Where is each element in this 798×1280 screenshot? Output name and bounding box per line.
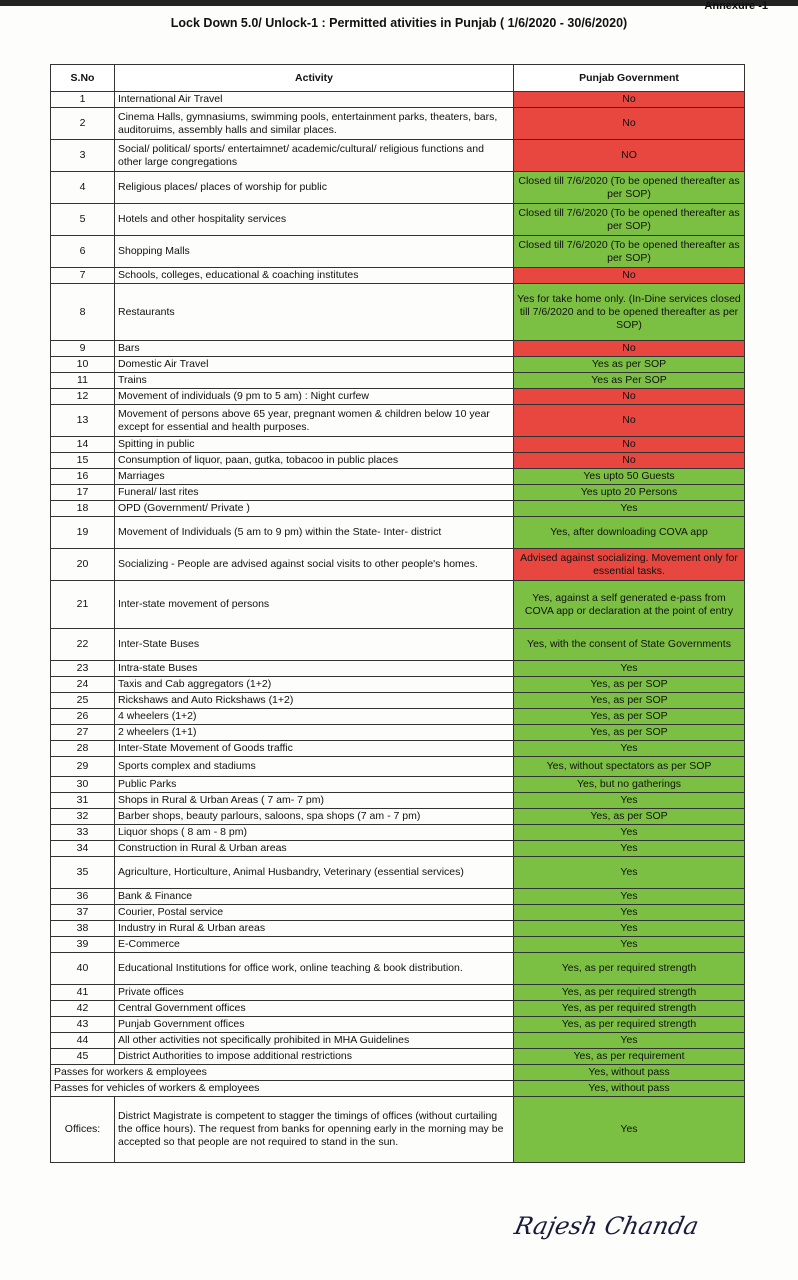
table-row bbox=[51, 517, 745, 549]
table-row bbox=[51, 757, 745, 777]
cell-activity: Taxis and Cab aggregators (1+2) bbox=[115, 677, 514, 693]
cell-sno: 9 bbox=[51, 341, 115, 357]
cell-activity: Industry in Rural & Urban areas bbox=[115, 921, 514, 937]
cell-status: No bbox=[514, 92, 745, 108]
cell-sno: 31 bbox=[51, 793, 115, 809]
cell-status: Yes, but no gatherings bbox=[514, 777, 745, 793]
cell-status: Yes bbox=[514, 1033, 745, 1049]
cell-activity: Shops in Rural & Urban Areas ( 7 am- 7 pm) bbox=[115, 793, 514, 809]
cell-status: Yes bbox=[514, 741, 745, 757]
cell-activity: E-Commerce bbox=[115, 937, 514, 953]
cell-sno: 30 bbox=[51, 777, 115, 793]
cell-offices-label: Offices: bbox=[51, 1097, 115, 1163]
cell-activity: Hotels and other hospitality services bbox=[115, 204, 514, 236]
cell-activity: Inter-State Movement of Goods traffic bbox=[115, 741, 514, 757]
cell-status: Closed till 7/6/2020 (To be opened thereafter as per SOP) bbox=[514, 236, 745, 268]
passes-row bbox=[51, 1081, 745, 1097]
cell-activity: Private offices bbox=[115, 985, 514, 1001]
cell-sno: 36 bbox=[51, 889, 115, 905]
cell-activity: Bars bbox=[115, 341, 514, 357]
cell-activity: Inter-State Buses bbox=[115, 629, 514, 661]
cell-activity: Movement of Individuals (5 am to 9 pm) within the State- Inter- district bbox=[115, 517, 514, 549]
table-row bbox=[51, 453, 745, 469]
table-row bbox=[51, 108, 745, 140]
cell-sno: 41 bbox=[51, 985, 115, 1001]
cell-sno: 35 bbox=[51, 857, 115, 889]
passes-row bbox=[51, 1065, 745, 1081]
table-row bbox=[51, 693, 745, 709]
cell-status: Yes bbox=[514, 889, 745, 905]
cell-activity: Cinema Halls, gymnasiums, swimming pools, entertainment parks, theaters, bars, auditoruims, assembly halls and similar places. bbox=[115, 108, 514, 140]
cell-status: Yes, without spectators as per SOP bbox=[514, 757, 745, 777]
cell-activity: Public Parks bbox=[115, 777, 514, 793]
cell-activity: Liquor shops ( 8 am - 8 pm) bbox=[115, 825, 514, 841]
cell-sno: 18 bbox=[51, 501, 115, 517]
table-row bbox=[51, 268, 745, 284]
cell-status: No bbox=[514, 437, 745, 453]
cell-pass-label: Passes for workers & employees bbox=[51, 1065, 514, 1081]
cell-activity: District Authorities to impose additional restrictions bbox=[115, 1049, 514, 1065]
cell-status: No bbox=[514, 453, 745, 469]
cell-status: Yes bbox=[514, 937, 745, 953]
header-sno: S.No bbox=[51, 65, 115, 92]
top-edge-strip bbox=[0, 0, 798, 6]
handwritten-signature: Rajesh Chanda bbox=[512, 1212, 702, 1240]
cell-activity: Movement of persons above 65 year, pregnant women & children below 10 year except for essential and health purposes. bbox=[115, 405, 514, 437]
cell-activity: Domestic Air Travel bbox=[115, 357, 514, 373]
cell-activity: Marriages bbox=[115, 469, 514, 485]
cell-sno: 37 bbox=[51, 905, 115, 921]
table-row bbox=[51, 921, 745, 937]
activities-table bbox=[50, 64, 745, 1163]
table-row bbox=[51, 905, 745, 921]
cell-status: Yes, against a self generated e-pass from COVA app or declaration at the point of entry bbox=[514, 581, 745, 629]
cell-activity: Spitting in public bbox=[115, 437, 514, 453]
cell-activity: All other activities not specifically prohibited in MHA Guidelines bbox=[115, 1033, 514, 1049]
cell-activity: Schools, colleges, educational & coaching institutes bbox=[115, 268, 514, 284]
cell-sno: 16 bbox=[51, 469, 115, 485]
cell-sno: 24 bbox=[51, 677, 115, 693]
cell-status: Yes bbox=[514, 841, 745, 857]
cell-activity: Shopping Malls bbox=[115, 236, 514, 268]
cell-pass-status: Yes, without pass bbox=[514, 1081, 745, 1097]
cell-pass-label: Passes for vehicles of workers & employees bbox=[51, 1081, 514, 1097]
cell-sno: 8 bbox=[51, 284, 115, 341]
table-row bbox=[51, 485, 745, 501]
table-row bbox=[51, 889, 745, 905]
cell-status: Yes as Per SOP bbox=[514, 373, 745, 389]
cell-status: Closed till 7/6/2020 (To be opened thereafter as per SOP) bbox=[514, 172, 745, 204]
document-title: Lock Down 5.0/ Unlock-1 : Permitted ativities in Punjab ( 1/6/2020 - 30/6/2020) bbox=[170, 16, 628, 30]
table-row bbox=[51, 937, 745, 953]
cell-activity: Courier, Postal service bbox=[115, 905, 514, 921]
table-row bbox=[51, 204, 745, 236]
table-row bbox=[51, 825, 745, 841]
cell-sno: 12 bbox=[51, 389, 115, 405]
table-row bbox=[51, 581, 745, 629]
cell-status: Yes bbox=[514, 921, 745, 937]
table-row bbox=[51, 629, 745, 661]
table-row bbox=[51, 405, 745, 437]
table-row bbox=[51, 341, 745, 357]
table-row bbox=[51, 1049, 745, 1065]
cell-sno: 19 bbox=[51, 517, 115, 549]
cell-status: Advised against socializing. Movement only for essential tasks. bbox=[514, 549, 745, 581]
cell-sno: 10 bbox=[51, 357, 115, 373]
cell-sno: 15 bbox=[51, 453, 115, 469]
table-row bbox=[51, 92, 745, 108]
cell-status: Yes, as per SOP bbox=[514, 693, 745, 709]
header-activity: Activity bbox=[115, 65, 514, 92]
cell-sno: 42 bbox=[51, 1001, 115, 1017]
cell-sno: 39 bbox=[51, 937, 115, 953]
table-row bbox=[51, 284, 745, 341]
table-row bbox=[51, 1001, 745, 1017]
cell-status: No bbox=[514, 268, 745, 284]
cell-activity: Rickshaws and Auto Rickshaws (1+2) bbox=[115, 693, 514, 709]
cell-activity: Movement of individuals (9 pm to 5 am) : Night curfew bbox=[115, 389, 514, 405]
table-row bbox=[51, 549, 745, 581]
table-row bbox=[51, 709, 745, 725]
cell-sno: 3 bbox=[51, 140, 115, 172]
cell-status: Yes bbox=[514, 825, 745, 841]
cell-status: Closed till 7/6/2020 (To be opened thereafter as per SOP) bbox=[514, 204, 745, 236]
cell-sno: 20 bbox=[51, 549, 115, 581]
cell-sno: 26 bbox=[51, 709, 115, 725]
cell-sno: 23 bbox=[51, 661, 115, 677]
cell-sno: 45 bbox=[51, 1049, 115, 1065]
header-status: Punjab Government bbox=[514, 65, 745, 92]
cell-activity: Funeral/ last rites bbox=[115, 485, 514, 501]
offices-row bbox=[51, 1097, 745, 1163]
cell-status: Yes, as per required strength bbox=[514, 1001, 745, 1017]
cell-status: Yes, after downloading COVA app bbox=[514, 517, 745, 549]
cell-activity: 4 wheelers (1+2) bbox=[115, 709, 514, 725]
cell-status: Yes, as per SOP bbox=[514, 709, 745, 725]
cell-status: Yes as per SOP bbox=[514, 357, 745, 373]
annexure-label: Annexure -1 bbox=[704, 0, 768, 12]
table-row bbox=[51, 389, 745, 405]
table-row bbox=[51, 661, 745, 677]
cell-offices-text: District Magistrate is competent to stagger the timings of offices (without curtailing the office hours). The request from banks for openning early in the morning may be accepted so that people are not required to stand in the sun. bbox=[115, 1097, 514, 1163]
cell-sno: 1 bbox=[51, 92, 115, 108]
cell-status: No bbox=[514, 108, 745, 140]
cell-sno: 7 bbox=[51, 268, 115, 284]
cell-activity: Agriculture, Horticulture, Animal Husbandry, Veterinary (essential services) bbox=[115, 857, 514, 889]
cell-sno: 14 bbox=[51, 437, 115, 453]
table-row bbox=[51, 793, 745, 809]
table-row bbox=[51, 437, 745, 453]
table-row bbox=[51, 985, 745, 1001]
cell-status: Yes, as per required strength bbox=[514, 1017, 745, 1033]
cell-activity: Bank & Finance bbox=[115, 889, 514, 905]
table-row bbox=[51, 809, 745, 825]
cell-activity: Intra-state Buses bbox=[115, 661, 514, 677]
table-row bbox=[51, 373, 745, 389]
cell-status: Yes, as per requirement bbox=[514, 1049, 745, 1065]
cell-activity: Educational Institutions for office work, online teaching & book distribution. bbox=[115, 953, 514, 985]
cell-sno: 2 bbox=[51, 108, 115, 140]
cell-status: Yes bbox=[514, 501, 745, 517]
cell-activity: OPD (Government/ Private ) bbox=[115, 501, 514, 517]
cell-sno: 33 bbox=[51, 825, 115, 841]
table-row bbox=[51, 777, 745, 793]
cell-status: No bbox=[514, 389, 745, 405]
cell-sno: 34 bbox=[51, 841, 115, 857]
table-row bbox=[51, 1017, 745, 1033]
table-row bbox=[51, 741, 745, 757]
table-row bbox=[51, 236, 745, 268]
cell-activity: Religious places/ places of worship for public bbox=[115, 172, 514, 204]
cell-status: Yes bbox=[514, 661, 745, 677]
cell-sno: 4 bbox=[51, 172, 115, 204]
cell-activity: International Air Travel bbox=[115, 92, 514, 108]
cell-status: NO bbox=[514, 140, 745, 172]
cell-sno: 22 bbox=[51, 629, 115, 661]
cell-sno: 25 bbox=[51, 693, 115, 709]
cell-pass-status: Yes, without pass bbox=[514, 1065, 745, 1081]
cell-sno: 29 bbox=[51, 757, 115, 777]
cell-offices-status: Yes bbox=[514, 1097, 745, 1163]
cell-status: Yes, as per required strength bbox=[514, 985, 745, 1001]
cell-activity: Trains bbox=[115, 373, 514, 389]
cell-status: Yes, as per SOP bbox=[514, 677, 745, 693]
table-row bbox=[51, 172, 745, 204]
table-row bbox=[51, 953, 745, 985]
cell-activity: Inter-state movement of persons bbox=[115, 581, 514, 629]
cell-sno: 11 bbox=[51, 373, 115, 389]
cell-status: Yes upto 50 Guests bbox=[514, 469, 745, 485]
cell-sno: 32 bbox=[51, 809, 115, 825]
cell-status: Yes, as per required strength bbox=[514, 953, 745, 985]
cell-status: Yes, with the consent of State Governments bbox=[514, 629, 745, 661]
cell-activity: Socializing - People are advised against social visits to other people's homes. bbox=[115, 549, 514, 581]
cell-activity: Central Government offices bbox=[115, 1001, 514, 1017]
cell-sno: 5 bbox=[51, 204, 115, 236]
cell-activity: Consumption of liquor, paan, gutka, tobacoo in public places bbox=[115, 453, 514, 469]
cell-sno: 28 bbox=[51, 741, 115, 757]
cell-activity: Punjab Government offices bbox=[115, 1017, 514, 1033]
cell-status: No bbox=[514, 405, 745, 437]
cell-activity: Restaurants bbox=[115, 284, 514, 341]
table-row bbox=[51, 1033, 745, 1049]
cell-sno: 21 bbox=[51, 581, 115, 629]
cell-activity: Barber shops, beauty parlours, saloons, spa shops (7 am - 7 pm) bbox=[115, 809, 514, 825]
cell-sno: 44 bbox=[51, 1033, 115, 1049]
table-row bbox=[51, 357, 745, 373]
cell-status: Yes, as per SOP bbox=[514, 809, 745, 825]
table-row bbox=[51, 501, 745, 517]
cell-sno: 40 bbox=[51, 953, 115, 985]
cell-sno: 6 bbox=[51, 236, 115, 268]
cell-sno: 38 bbox=[51, 921, 115, 937]
cell-sno: 43 bbox=[51, 1017, 115, 1033]
table-row bbox=[51, 841, 745, 857]
table-row bbox=[51, 677, 745, 693]
table-header-row bbox=[51, 65, 745, 92]
cell-sno: 13 bbox=[51, 405, 115, 437]
cell-status: No bbox=[514, 341, 745, 357]
cell-activity: Sports complex and stadiums bbox=[115, 757, 514, 777]
cell-status: Yes, as per SOP bbox=[514, 725, 745, 741]
table-row bbox=[51, 857, 745, 889]
cell-activity: Social/ political/ sports/ entertaimnet/ academic/cultural/ religious functions and other large congregations bbox=[115, 140, 514, 172]
table-row bbox=[51, 725, 745, 741]
cell-status: Yes bbox=[514, 857, 745, 889]
table-row bbox=[51, 140, 745, 172]
cell-status: Yes bbox=[514, 793, 745, 809]
cell-status: Yes for take home only. (In-Dine services closed till 7/6/2020 and to be opened thereafter as per SOP) bbox=[514, 284, 745, 341]
cell-status: Yes bbox=[514, 905, 745, 921]
cell-sno: 17 bbox=[51, 485, 115, 501]
cell-sno: 27 bbox=[51, 725, 115, 741]
table-row bbox=[51, 469, 745, 485]
cell-activity: 2 wheelers (1+1) bbox=[115, 725, 514, 741]
cell-activity: Construction in Rural & Urban areas bbox=[115, 841, 514, 857]
cell-status: Yes upto 20 Persons bbox=[514, 485, 745, 501]
